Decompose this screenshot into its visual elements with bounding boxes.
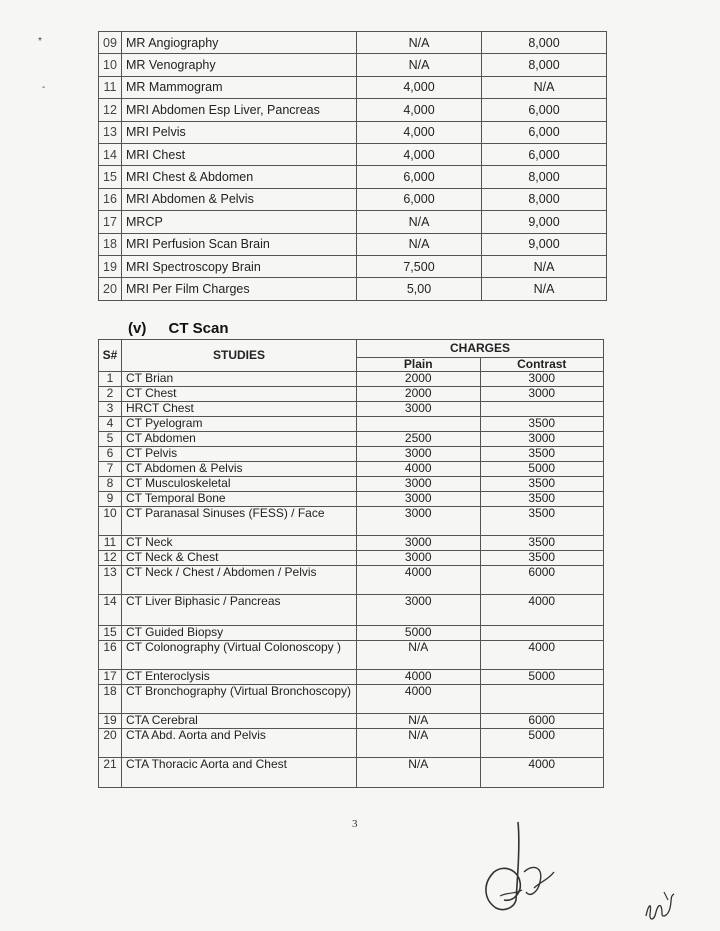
plain-charge-cell: 5,00 bbox=[357, 278, 482, 300]
plain-charge-cell: 3000 bbox=[357, 507, 481, 536]
study-name-cell: MRI Pelvis bbox=[122, 121, 357, 143]
row-number-cell: 17 bbox=[99, 670, 122, 685]
ct-table-row bbox=[99, 417, 604, 432]
study-name-cell: CTA Abd. Aorta and Pelvis bbox=[122, 729, 357, 758]
mri-table-row bbox=[99, 233, 607, 255]
contrast-charge-cell: 6,000 bbox=[482, 99, 607, 121]
page-number: 3 bbox=[352, 818, 358, 830]
mri-charges-table bbox=[98, 31, 607, 301]
plain-charge-cell: N/A bbox=[357, 758, 481, 788]
mri-table-row bbox=[99, 121, 607, 143]
contrast-charge-cell: 8,000 bbox=[482, 188, 607, 210]
contrast-charge-cell: 3000 bbox=[480, 387, 604, 402]
plain-charge-cell: N/A bbox=[357, 714, 481, 729]
row-number-cell: 18 bbox=[99, 685, 122, 714]
initials-drawing bbox=[640, 886, 680, 926]
contrast-charge-cell: 5000 bbox=[480, 462, 604, 477]
plain-charge-cell: N/A bbox=[357, 641, 481, 670]
study-name-cell: CT Temporal Bone bbox=[122, 492, 357, 507]
contrast-charge-cell: 3500 bbox=[480, 447, 604, 462]
ct-table-row bbox=[99, 714, 604, 729]
mri-table-row bbox=[99, 143, 607, 165]
plain-charge-cell: 3000 bbox=[357, 595, 481, 626]
plain-charge-cell: N/A bbox=[357, 211, 482, 233]
plain-charge-cell: 6,000 bbox=[357, 166, 482, 188]
ct-table-row bbox=[99, 447, 604, 462]
row-number-cell: 16 bbox=[99, 188, 122, 210]
study-name-cell: MRI Abdomen Esp Liver, Pancreas bbox=[122, 99, 357, 121]
contrast-charge-cell: 6,000 bbox=[482, 121, 607, 143]
mri-table-row bbox=[99, 166, 607, 188]
plain-charge-cell: 3000 bbox=[357, 477, 481, 492]
plain-charge-cell: 2500 bbox=[357, 432, 481, 447]
contrast-charge-cell bbox=[480, 685, 604, 714]
contrast-charge-cell: 5000 bbox=[480, 729, 604, 758]
contrast-charge-cell: 9,000 bbox=[482, 211, 607, 233]
header-contrast: Contrast bbox=[480, 358, 604, 372]
plain-charge-cell: 4000 bbox=[357, 566, 481, 595]
row-number-cell: 09 bbox=[99, 32, 122, 54]
ct-table-row bbox=[99, 536, 604, 551]
ct-table-header bbox=[99, 340, 604, 372]
mri-table-row bbox=[99, 188, 607, 210]
plain-charge-cell: 4,000 bbox=[357, 76, 482, 98]
study-name-cell: CT Brian bbox=[122, 372, 357, 387]
row-number-cell: 12 bbox=[99, 99, 122, 121]
study-name-cell: MRI Chest bbox=[122, 143, 357, 165]
row-number-cell: 13 bbox=[99, 121, 122, 143]
section-title: CT Scan bbox=[168, 320, 229, 337]
row-number-cell: 14 bbox=[99, 595, 122, 626]
plain-charge-cell: N/A bbox=[357, 32, 482, 54]
row-number-cell: 19 bbox=[99, 255, 122, 277]
mri-table-row bbox=[99, 54, 607, 76]
study-name-cell: MRI Abdomen & Pelvis bbox=[122, 188, 357, 210]
mri-table-row bbox=[99, 255, 607, 277]
ct-table-row bbox=[99, 551, 604, 566]
row-number-cell: 20 bbox=[99, 278, 122, 300]
plain-charge-cell: N/A bbox=[357, 729, 481, 758]
study-name-cell: MRI Spectroscopy Brain bbox=[122, 255, 357, 277]
ct-table-row bbox=[99, 492, 604, 507]
plain-charge-cell: N/A bbox=[357, 54, 482, 76]
mri-table-row bbox=[99, 278, 607, 300]
contrast-charge-cell: 4000 bbox=[480, 595, 604, 626]
study-name-cell: CT Chest bbox=[122, 387, 357, 402]
study-name-cell: MRI Perfusion Scan Brain bbox=[122, 233, 357, 255]
row-number-cell: 3 bbox=[99, 402, 122, 417]
plain-charge-cell: 4,000 bbox=[357, 121, 482, 143]
ct-table-row bbox=[99, 402, 604, 417]
row-number-cell: 19 bbox=[99, 714, 122, 729]
row-number-cell: 14 bbox=[99, 143, 122, 165]
ct-table-row bbox=[99, 507, 604, 536]
mri-table-row bbox=[99, 99, 607, 121]
study-name-cell: CT Pyelogram bbox=[122, 417, 357, 432]
ct-table-row bbox=[99, 758, 604, 788]
row-number-cell: 16 bbox=[99, 641, 122, 670]
contrast-charge-cell: 3500 bbox=[480, 477, 604, 492]
contrast-charge-cell: 5000 bbox=[480, 670, 604, 685]
contrast-charge-cell: 3000 bbox=[480, 372, 604, 387]
row-number-cell: 20 bbox=[99, 729, 122, 758]
study-name-cell: CT Abdomen bbox=[122, 432, 357, 447]
study-name-cell: CTA Cerebral bbox=[122, 714, 357, 729]
study-name-cell: CT Neck bbox=[122, 536, 357, 551]
row-number-cell: 11 bbox=[99, 76, 122, 98]
plain-charge-cell: 3000 bbox=[357, 402, 481, 417]
contrast-charge-cell: 9,000 bbox=[482, 233, 607, 255]
plain-charge-cell: 4000 bbox=[357, 462, 481, 477]
study-name-cell: MRCP bbox=[122, 211, 357, 233]
ct-charges-table bbox=[98, 339, 604, 788]
plain-charge-cell: 7,500 bbox=[357, 255, 482, 277]
row-number-cell: 13 bbox=[99, 566, 122, 595]
study-name-cell: MR Venography bbox=[122, 54, 357, 76]
row-number-cell: 8 bbox=[99, 477, 122, 492]
contrast-charge-cell: 3500 bbox=[480, 492, 604, 507]
mri-table-row bbox=[99, 211, 607, 233]
contrast-charge-cell: 3500 bbox=[480, 507, 604, 536]
ct-table-body bbox=[99, 372, 604, 788]
study-name-cell: MR Mammogram bbox=[122, 76, 357, 98]
contrast-charge-cell: 3500 bbox=[480, 417, 604, 432]
study-name-cell: CTA Thoracic Aorta and Chest bbox=[122, 758, 357, 788]
contrast-charge-cell: N/A bbox=[482, 76, 607, 98]
study-name-cell: CT Pelvis bbox=[122, 447, 357, 462]
study-name-cell: CT Guided Biopsy bbox=[122, 626, 357, 641]
contrast-charge-cell: 6000 bbox=[480, 566, 604, 595]
contrast-charge-cell: N/A bbox=[482, 255, 607, 277]
study-name-cell: CT Bronchography (Virtual Bronchoscopy) bbox=[122, 685, 357, 714]
ct-table-row bbox=[99, 387, 604, 402]
row-number-cell: 2 bbox=[99, 387, 122, 402]
study-name-cell: CT Musculoskeletal bbox=[122, 477, 357, 492]
row-number-cell: 6 bbox=[99, 447, 122, 462]
contrast-charge-cell: 3000 bbox=[480, 432, 604, 447]
header-plain: Plain bbox=[357, 358, 481, 372]
study-name-cell: CT Liver Biphasic / Pancreas bbox=[122, 595, 357, 626]
mri-table-row bbox=[99, 76, 607, 98]
row-number-cell: 4 bbox=[99, 417, 122, 432]
ct-table-row bbox=[99, 477, 604, 492]
contrast-charge-cell: 4000 bbox=[480, 758, 604, 788]
contrast-charge-cell bbox=[480, 402, 604, 417]
row-number-cell: 9 bbox=[99, 492, 122, 507]
row-number-cell: 10 bbox=[99, 507, 122, 536]
plain-charge-cell: 5000 bbox=[357, 626, 481, 641]
plain-charge-cell: 3000 bbox=[357, 447, 481, 462]
contrast-charge-cell: 3500 bbox=[480, 536, 604, 551]
contrast-charge-cell: 8,000 bbox=[482, 54, 607, 76]
ct-table-row bbox=[99, 462, 604, 477]
row-number-cell: 10 bbox=[99, 54, 122, 76]
mri-table-body bbox=[99, 32, 607, 301]
plain-charge-cell: 4,000 bbox=[357, 99, 482, 121]
study-name-cell: HRCT Chest bbox=[122, 402, 357, 417]
margin-mark: - bbox=[42, 82, 46, 93]
row-number-cell: 21 bbox=[99, 758, 122, 788]
ct-table-row bbox=[99, 685, 604, 714]
ct-table-row bbox=[99, 432, 604, 447]
plain-charge-cell: 2000 bbox=[357, 372, 481, 387]
ct-table-row bbox=[99, 372, 604, 387]
plain-charge-cell: 4,000 bbox=[357, 143, 482, 165]
ct-section-heading bbox=[128, 320, 229, 337]
study-name-cell: MR Angiography bbox=[122, 32, 357, 54]
contrast-charge-cell: N/A bbox=[482, 278, 607, 300]
margin-mark: * bbox=[38, 36, 42, 47]
study-name-cell: CT Paranasal Sinuses (FESS) / Face bbox=[122, 507, 357, 536]
ct-table-row bbox=[99, 670, 604, 685]
study-name-cell: CT Neck & Chest bbox=[122, 551, 357, 566]
plain-charge-cell: 3000 bbox=[357, 492, 481, 507]
header-charges: CHARGES bbox=[357, 340, 604, 358]
row-number-cell: 1 bbox=[99, 372, 122, 387]
signature-drawing bbox=[474, 812, 564, 916]
study-name-cell: MRI Per Film Charges bbox=[122, 278, 357, 300]
plain-charge-cell: N/A bbox=[357, 233, 482, 255]
plain-charge-cell: 3000 bbox=[357, 536, 481, 551]
plain-charge-cell: 6,000 bbox=[357, 188, 482, 210]
contrast-charge-cell: 4000 bbox=[480, 641, 604, 670]
ct-table-row bbox=[99, 641, 604, 670]
row-number-cell: 18 bbox=[99, 233, 122, 255]
section-numeral: (v) bbox=[128, 320, 147, 337]
contrast-charge-cell: 8,000 bbox=[482, 166, 607, 188]
plain-charge-cell bbox=[357, 417, 481, 432]
ct-table-row bbox=[99, 626, 604, 641]
study-name-cell: MRI Chest & Abdomen bbox=[122, 166, 357, 188]
row-number-cell: 12 bbox=[99, 551, 122, 566]
study-name-cell: CT Abdomen & Pelvis bbox=[122, 462, 357, 477]
ct-table-row bbox=[99, 566, 604, 595]
plain-charge-cell: 2000 bbox=[357, 387, 481, 402]
contrast-charge-cell: 6000 bbox=[480, 714, 604, 729]
contrast-charge-cell: 6,000 bbox=[482, 143, 607, 165]
row-number-cell: 15 bbox=[99, 166, 122, 188]
contrast-charge-cell: 3500 bbox=[480, 551, 604, 566]
contrast-charge-cell: 8,000 bbox=[482, 32, 607, 54]
row-number-cell: 7 bbox=[99, 462, 122, 477]
ct-table-row bbox=[99, 595, 604, 626]
row-number-cell: 17 bbox=[99, 211, 122, 233]
mri-table-row bbox=[99, 32, 607, 54]
study-name-cell: CT Neck / Chest / Abdomen / Pelvis bbox=[122, 566, 357, 595]
contrast-charge-cell bbox=[480, 626, 604, 641]
header-studies: STUDIES bbox=[122, 340, 357, 372]
study-name-cell: CT Enteroclysis bbox=[122, 670, 357, 685]
row-number-cell: 11 bbox=[99, 536, 122, 551]
plain-charge-cell: 4000 bbox=[357, 670, 481, 685]
row-number-cell: 5 bbox=[99, 432, 122, 447]
study-name-cell: CT Colonography (Virtual Colonoscopy ) bbox=[122, 641, 357, 670]
plain-charge-cell: 3000 bbox=[357, 551, 481, 566]
plain-charge-cell: 4000 bbox=[357, 685, 481, 714]
header-sn: S# bbox=[99, 340, 122, 372]
ct-table-row bbox=[99, 729, 604, 758]
row-number-cell: 15 bbox=[99, 626, 122, 641]
